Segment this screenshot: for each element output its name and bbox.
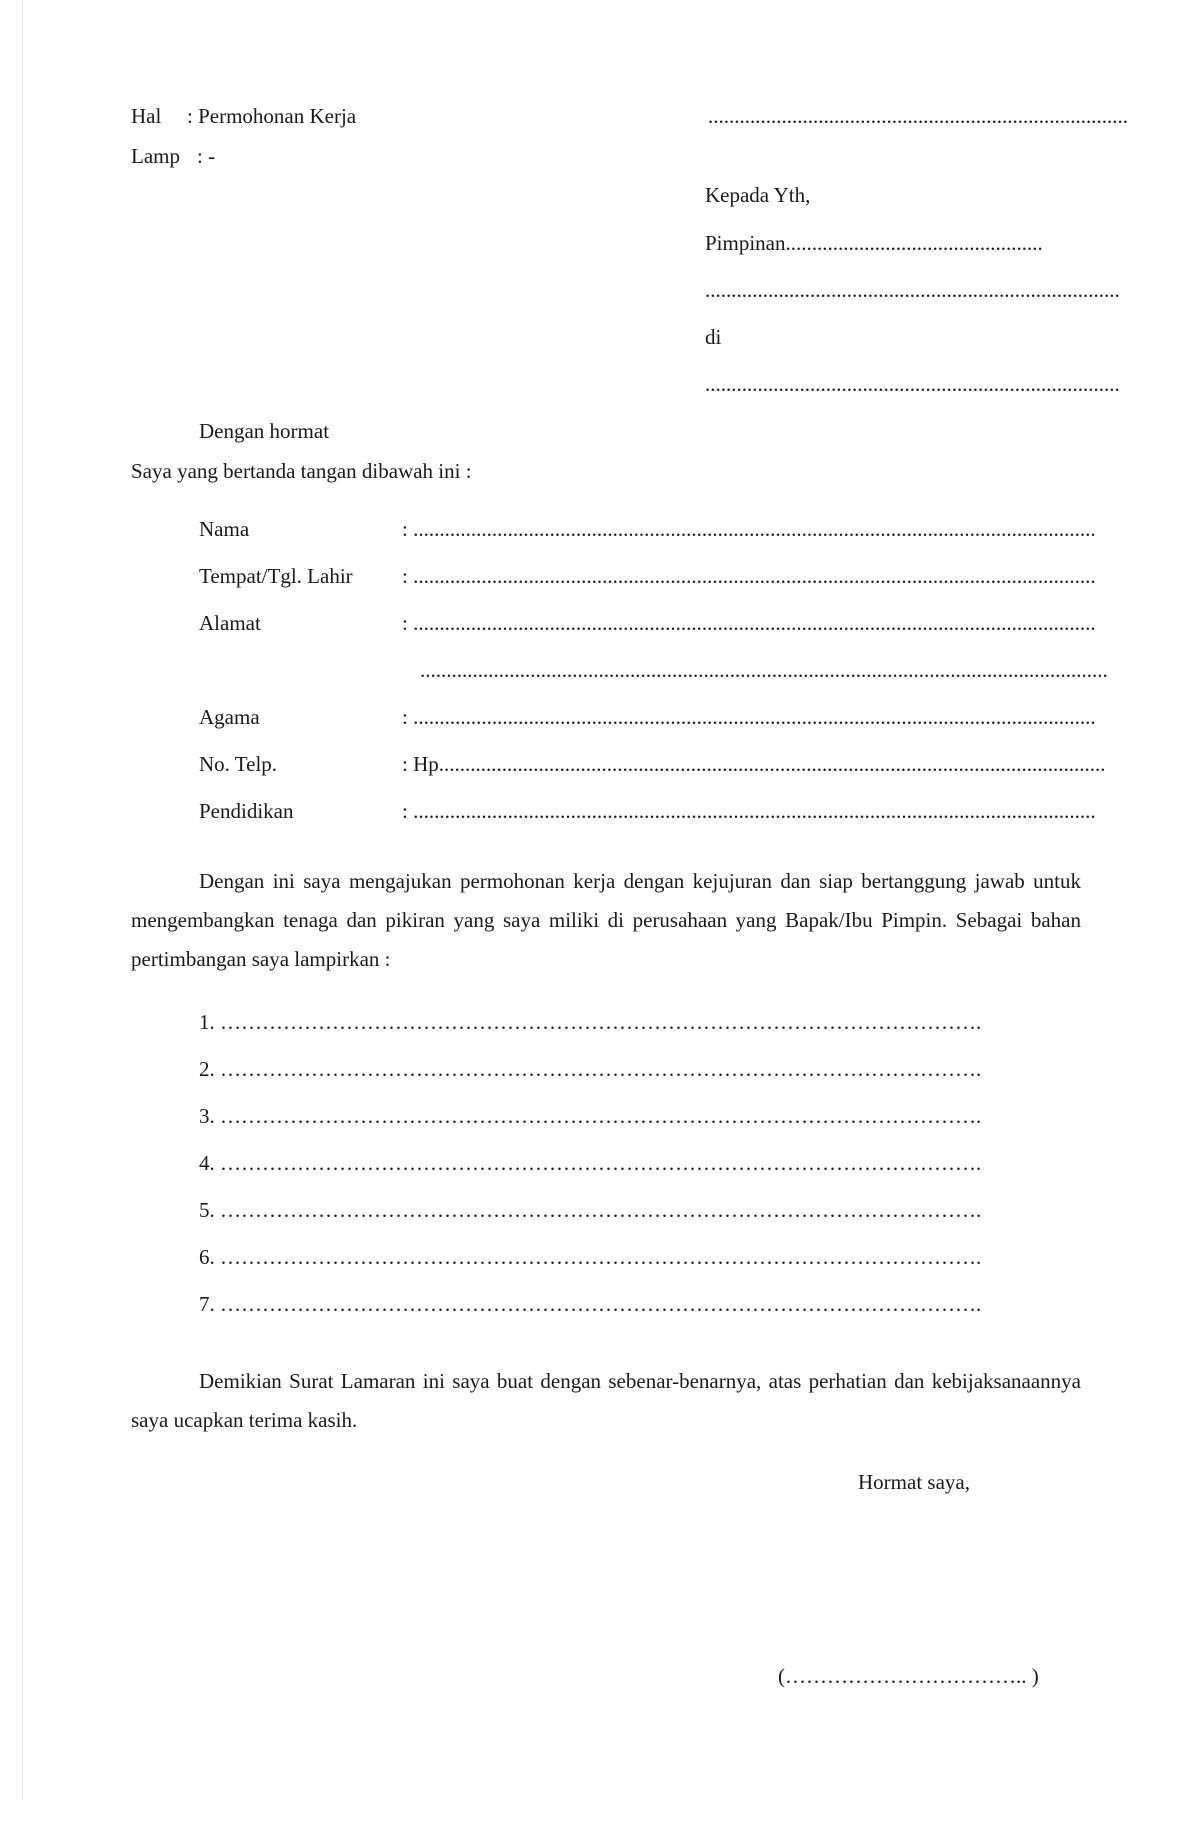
- attachment-item: 1. ……………………………………………………………………………………………….: [199, 1010, 982, 1034]
- signature-line: (…………………………….. ): [778, 1664, 1039, 1688]
- recipient-pimpinan: Pimpinan.................................................: [705, 231, 1043, 255]
- body-paragraph: Dengan ini saya mengajukan permohonan kerja dengan kejujuran dan siap bertanggung jawab untuk mengembangkan tenaga dan pikiran yang saya miliki di perusahaan yang Bapak/Ibu Pimpin. Sebagai bahan pertimbangan saya lampirkan :: [131, 869, 1081, 971]
- field-value-alamat-continued: ...................................................................................................................................: [420, 658, 1108, 682]
- field-label-tempat-tgl-lahir: Tempat/Tgl. Lahir: [199, 564, 353, 588]
- attachment-item: 3. ……………………………………………………………………………………………….: [199, 1104, 982, 1128]
- field-value-pendidikan: : ..................................................................................................................................: [402, 799, 1096, 823]
- salutation: Dengan hormat: [199, 419, 330, 443]
- field-label-no-telp: No. Telp.: [199, 752, 278, 776]
- attachment-item: 6. ……………………………………………………………………………………………….: [199, 1245, 982, 1269]
- recipient-greeting: Kepada Yth,: [705, 183, 811, 207]
- lamp-label: Lamp: [131, 144, 180, 168]
- recipient-line: ...............................................................................: [705, 278, 1120, 302]
- closing-paragraph: Demikian Surat Lamaran ini saya buat dengan sebenar-benarnya, atas perhatian dan kebijaksanaannya saya ucapkan terima kasih.: [131, 1369, 1081, 1432]
- field-label-agama: Agama: [199, 705, 260, 729]
- attachment-item: 4. ……………………………………………………………………………………………….: [199, 1151, 982, 1175]
- attachment-item: 5. ……………………………………………………………………………………………….: [199, 1198, 982, 1222]
- field-value-agama: : ..................................................................................................................................: [402, 705, 1096, 729]
- field-value-alamat: : ..................................................................................................................................: [402, 611, 1096, 635]
- field-label-alamat: Alamat: [199, 611, 261, 635]
- field-value-nama: : ..................................................................................................................................: [402, 517, 1096, 541]
- field-label-nama: Nama: [199, 517, 250, 541]
- field-value-tempat-tgl-lahir: : ..................................................................................................................................: [402, 564, 1096, 588]
- page-edge: [22, 0, 23, 1800]
- lamp-value: : -: [197, 144, 216, 168]
- field-value-no-telp: : Hp...............................................................................................................................: [402, 752, 1106, 776]
- regards: Hormat saya,: [858, 1470, 970, 1494]
- intro-line: Saya yang bertanda tangan dibawah ini :: [131, 459, 472, 483]
- field-label-pendidikan: Pendidikan: [199, 799, 294, 823]
- recipient-location-line: ...............................................................................: [705, 372, 1120, 396]
- hal-value: : Permohonan Kerja: [187, 104, 357, 128]
- date-line: ................................................................................: [708, 104, 1128, 128]
- hal-label: Hal: [131, 104, 162, 128]
- recipient-di: di: [705, 325, 722, 349]
- attachment-item: 2. ……………………………………………………………………………………………….: [199, 1057, 982, 1081]
- attachment-item: 7. ……………………………………………………………………………………………….: [199, 1292, 982, 1316]
